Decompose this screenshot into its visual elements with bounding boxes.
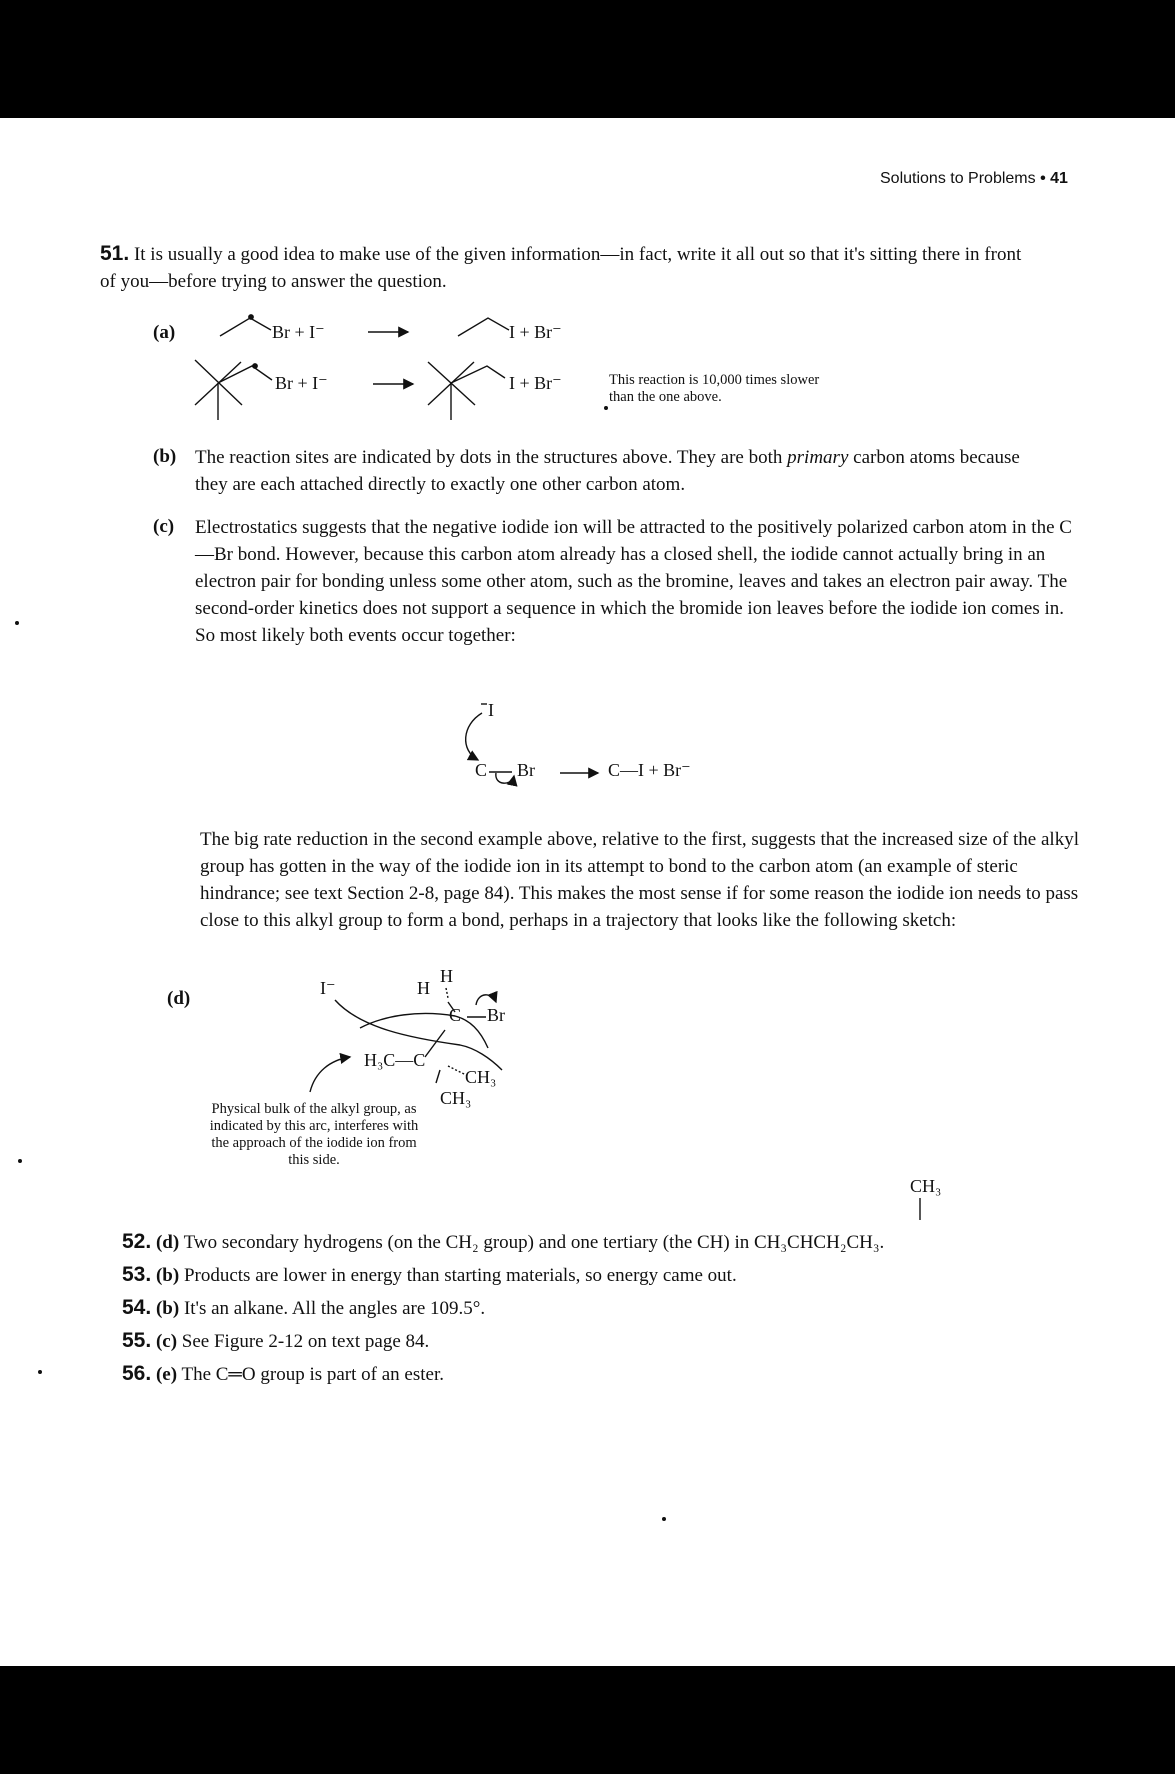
part-c-label: (c) <box>153 516 175 537</box>
part-b-text-1: The reaction sites are indicated by dots in the structures above. They are both <box>195 447 788 468</box>
intro-text: It is usually a good idea to make use of the given information—in fact, write it all out so that it's sitting there in front of you—before trying to answer the question. <box>100 244 1022 292</box>
mech-carbon: C <box>475 760 488 780</box>
methyl-dash <box>448 1066 466 1075</box>
neopentyl-chain <box>451 366 505 383</box>
answer-text: Two secondary hydrogens (on the CH₂ group) and one tertiary (the CH) in CH₃CHCH₂CH₃. <box>183 1232 885 1253</box>
answer-text: The C═O group is part of an ester. <box>181 1364 444 1385</box>
H-dash <box>446 988 448 998</box>
sketch-Br: Br <box>487 1005 505 1025</box>
sketch-H3C-C: H₃C—C <box>364 1050 426 1070</box>
alkyl-bulk-arc <box>360 1013 488 1048</box>
part-b-text-2: carbon atoms because they are each attached directly to exactly one other carbon atom. <box>195 447 1020 495</box>
sketch-iodide: I⁻ <box>320 978 336 998</box>
mech-curved-arrow-iodide <box>466 713 482 760</box>
answer-choice: (b) <box>155 1265 180 1286</box>
scan-speck <box>19 1160 22 1163</box>
answer-choice: (e) <box>155 1364 178 1385</box>
sketch-CH3-b: CH₃ <box>440 1088 472 1108</box>
answer-52-formula-top: CH₃ <box>910 1176 942 1196</box>
Br-leaving-arrow <box>476 995 496 1005</box>
ethyl-iodide-skeleton <box>458 318 509 336</box>
sketch-caption: Physical bulk of the alkyl group, as indicated by this arc, interferes with the approach of the iodide ion from this side. <box>209 1101 419 1168</box>
part-c-paragraph-2: The big rate reduction in the second example above, relative to the first, suggests that the increased size of the alkyl group has gotten in the way of the iodide ion in its attempt to bond to the carbon atom (an example of steric hindrance; see text Section 2-8, page 84). This makes the most sense if for some reason the iodide ion needs to pass close to this alkyl group to form a bond, perhaps in a trajectory that looks like the following sketch: <box>200 829 1079 931</box>
reaction-site-dot <box>249 315 253 319</box>
reaction2-products: I + Br⁻ <box>509 373 562 393</box>
answer-number: 56. <box>122 1362 152 1385</box>
header-section: Solutions to Problems <box>880 170 1036 187</box>
C-C-bond <box>425 1030 445 1057</box>
problem-number: 51. <box>100 242 130 265</box>
approach-arrow <box>310 1057 350 1092</box>
reaction2-reactants: Br + I⁻ <box>275 373 328 393</box>
mech-curved-arrow-bromide <box>496 773 514 783</box>
sketch-CH3-a: CH₃ <box>465 1067 497 1087</box>
answer-text: See Figure 2-12 on text page 84. <box>181 1331 430 1352</box>
part-c-text: Electrostatics suggests that the negative iodide ion will be attracted to the positively polarized carbon atom in the C—Br bond. However, because this carbon atom already has a closed shell, the iodide cannot actually bring in an electron pair for bonding unless some other atom, such as the bromine, leaves and takes an electron pair away. The second-order kinetics does not support a sequence in which the bromide ion leaves before the iodide ion comes in. So most likely both events occur together: <box>195 517 1072 646</box>
answer-number: 53. <box>122 1263 152 1286</box>
answer-text: Products are lower in energy than starting materials, so energy came out. <box>183 1265 737 1286</box>
neopentyl-chain <box>218 366 272 383</box>
reaction1-products: I + Br⁻ <box>509 322 562 342</box>
sketch-C-top: C <box>449 1005 462 1025</box>
answer-choice: (b) <box>155 1298 180 1319</box>
header-page-number: 41 <box>1050 170 1068 187</box>
scan-speck <box>16 622 19 625</box>
mech-products: C—I + Br⁻ <box>608 760 691 780</box>
ethyl-bromide-skeleton <box>220 318 271 336</box>
part-b-label: (b) <box>153 446 177 467</box>
rate-note-line2: than the one above. <box>609 389 722 405</box>
rate-note-line1: This reaction is 10,000 times slower <box>609 372 820 388</box>
part-b-emphasis: primary <box>787 447 849 468</box>
mech-bromine: Br <box>517 760 535 780</box>
H-wedge <box>448 1002 455 1012</box>
reaction1-reactants: Br + I⁻ <box>272 322 325 342</box>
part-a-label: (a) <box>153 322 176 343</box>
answer-choice: (d) <box>155 1232 180 1253</box>
answer-number: 52. <box>122 1230 152 1253</box>
sketch-H-top: H <box>440 966 453 986</box>
methyl-wedge <box>436 1070 440 1083</box>
answer-number: 54. <box>122 1296 152 1319</box>
iodide-trajectory <box>335 1000 502 1070</box>
scan-speck <box>39 1371 42 1374</box>
header-bullet: • <box>1040 170 1046 187</box>
answer-text: It's an alkane. All the angles are 109.5°. <box>183 1298 486 1319</box>
answer-choice: (c) <box>155 1331 178 1352</box>
answer-number: 55. <box>122 1329 152 1352</box>
part-d-label: (d) <box>167 988 191 1009</box>
mech-iodide-I: I <box>488 700 494 720</box>
reaction-site-dot <box>253 364 257 368</box>
sketch-H-left: H <box>417 978 430 998</box>
note-dot <box>605 407 608 410</box>
scan-speck <box>663 1518 666 1521</box>
